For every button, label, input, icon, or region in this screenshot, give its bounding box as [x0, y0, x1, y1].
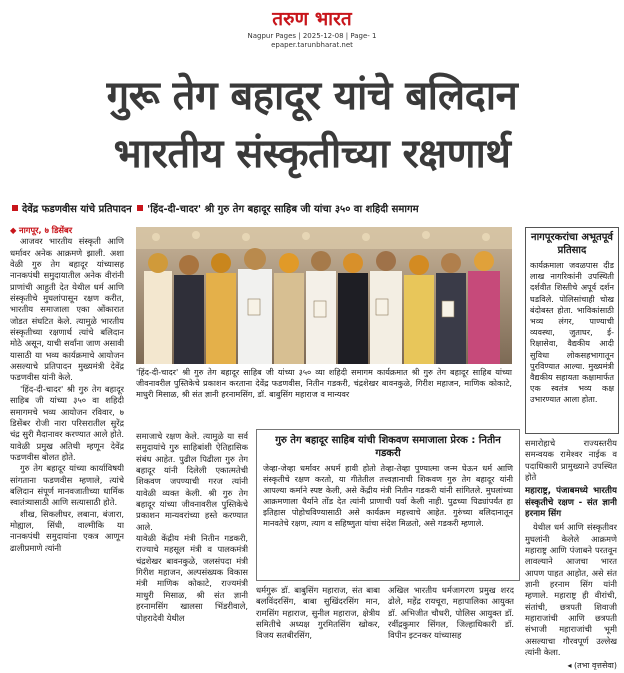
- kicker-right: 'हिंद-दी-चादर' श्री गुरु तेग बहादूर साहिब जी यांचा ३५० वा शहिदी समागम: [147, 204, 419, 215]
- signoff: [525, 660, 617, 670]
- bullet-square-icon: [137, 205, 143, 211]
- story-paragraph: 'हिंद-दी-चादर' श्री गुरु तेग बहादूर साहिब जी यांच्या ३५० वा शहिदी समागमचे भव्य आयोजन रविवार, ७ डिसेंबर रोजी नारा परिसरातील सुरेंद्र चंद्र सुरी मैदानावर करण्यात आले होते. यावेळी प्रमुख अतिथी म्हणून देवेंद्र फडणवीस बोलत होते.: [10, 383, 124, 462]
- event-photo-illustration: [136, 227, 512, 364]
- quote-box-title: गुरु तेग बहादूर साहिब यांची शिकवण समाजाला प्रेरक : नितीन गडकरी: [275, 435, 501, 459]
- story-column-4: अखिल भारतीय धर्मजागरण प्रमुख शरद ढोले, महेंद्र रायचूरा, महापालिका आयुक्त डॉ. अभिजीत चौधरी, पोलिस आयुक्त डॉ. रवींद्रकुमार सिंगल, जिल्हाधिकारी डॉ. विपीन इटनकर यांच्यासह: [388, 585, 514, 641]
- newspaper-logo: तरुण भारत: [272, 8, 352, 30]
- sidebar-box-title: नागपूरकरांचा अभूतपूर्व प्रतिसाद: [531, 232, 613, 256]
- story-column-1: [10, 225, 124, 670]
- story-column-2: समाजाचे रक्षण केले. त्यामुळे या सर्व समुदायांचे गुरु साहिबांशी ऐतिहासिक संबंध आहेत. पुढील पिढीला गुरु तेग बहादूर यांनी दिलेली एकात्मतेची शिकवण जपण्याची गरज त्यांनी यावेळी व्यक्त केली. श्री गुरु तेग बहादूर यांच्या जीवनावरील पुस्तिकेचे प्रकाशन मान्यवरांच्या हस्ते करण्यात आले. यावेळी केंद्रीय मंत्री नितीन गडकरी, राज्याचे महसूल मंत्री व पालकमंत्री चंद्रशेखर बावनकुळे, जलसंपदा मंत्री गिरीश महाजन, अल्पसंख्यक विकास मंत्री माणिक कोकाटे, राज्यमंत्री माधुरी मिसाळ, श्री संत ज्ञानी हरनामसिंग खालसा भिंडरीवाले, पोहरादेवी येथील: [136, 431, 248, 623]
- headline-line-1: गुरू तेग बहादूर यांचे बलिदान: [106, 72, 518, 119]
- signoff-text: (तभा वृत्तसेवा): [574, 661, 617, 670]
- dateline: नागपूर, ७ डिसेंबर: [19, 225, 73, 235]
- dateline-marker-icon: ◆: [10, 225, 17, 235]
- site-url[interactable]: epaper.tarunbharat.net: [271, 41, 353, 49]
- event-photo: [136, 227, 512, 364]
- story-paragraph: शीख, सिकलीघर, लबाना, बंजारा, मोह्याल, सिंधी, वाल्मीकि या नानकपंथी समुदायांना एकत्र आणून ढालीप्रमाणे त्यांनी: [10, 508, 124, 553]
- headline-line-2: भारतीय संस्कृतीच्या रक्षणार्थ: [113, 130, 511, 177]
- story-column-5: [525, 438, 617, 670]
- gadkari-quote-box: [256, 429, 520, 581]
- quote-box-body: जेव्हा-जेव्हा धर्मावर अधर्म हावी होतो तेव्हा-तेव्हा पुण्यात्मा जन्म घेऊन धर्म आणि संस्कृतीचे रक्षण करतो, या गीतेतील तत्त्वज्ञानाची शिकवण गुरु तेग बहादूर यांनी आपल्या कर्माने स्पष्ट केली, असे केंद्रीय मंत्री नितीन गडकरी यांनी सांगितले. मुघलांच्या आक्रमणाला धैर्याने तोंड देत त्यांनी प्राणाची पर्वा केली नाही. पुढच्या पिढ्यांपर्यंत हा इतिहास पोहोचविण्यासाठी असे कार्यक्रम महत्त्वाचे आहेत. गुरुंच्या बलिदानातून मानवतेचे रक्षण, त्याग व सहिष्णुता यांचा संदेश मिळतो, असे गडकरी म्हणाले.: [263, 463, 513, 529]
- story-paragraph: समारोहाचे राज्यस्तरीय समन्वयक रामेश्वर नाईक व पदाधिकारी प्रामुख्याने उपस्थित होते: [525, 438, 617, 483]
- sidebar-box-text: कार्यक्रमाला जवळपास दीड लाख नागरिकांनी उपस्थिती दर्शवीत शिस्तीचे अपूर्व दर्शन घडविले. पोलिसांचाही चोख बंदोबस्त होता. भाविकांसाठी भव्य लंगर, पाण्याची व्यवस्था, जुताघर, ई-रिक्षासेवा, वैद्यकीय आदी सुविधा लोकसहभागातून पुरविण्यात आल्या. मुख्यमंत्री वैद्यकीय सहायता कक्षामार्फत एक स्वतंत्र भव्य कक्ष उभारण्यात आला होता.: [530, 260, 614, 405]
- story-column-3: धर्मगुरू डॉ. बाबुसिंग महाराज, संत बाबा बलविंदरसिंग, बाबा सुखिंदरसिंग मान, रामसिंग महाराज, सुनील महाराज, क्षेत्रीय समितीचे अध्यक्ष गुरमितसिंग खोकर, विजय सतबीरसिंग,: [256, 585, 380, 641]
- story-paragraph: आजवर भारतीय संस्कृती आणि धर्मावर अनेक आक्रमणे झाली. अशा वेळी गुरु तेग बहादूर यांच्यासह नानकपंथी समुदायातील अनेक वीरांनी प्राणांची आहुती देत येथील धर्म आणि संस्कृतीचे मुघलांपासून रक्षण करीत, भारतीय समाजाला एका ओंकारात जोडत संघटित केले. त्यामुळे भारतीय संस्कृतीच्या रक्षणार्थ त्यांचे बलिदान मोठे असून, याची सर्वांना जाण असावी यासाठी या भव्य कार्यक्रमाचे आयोजन असल्याचे प्रतिपादन मुख्यमंत्री देवेंद्र फडणवीस यांनी केले.: [10, 236, 124, 383]
- bullet-square-icon: [12, 205, 18, 211]
- story-paragraph: गुरु तेग बहादूर यांच्या कार्याविषयी सांगताना फडणवीस म्हणाले, त्यांचे बलिदान संपूर्ण मानवजातीच्या धार्मिक स्वातंत्र्यासाठी आणि सत्यासाठी होते.: [10, 463, 124, 508]
- sidebar-box: [525, 227, 619, 434]
- story-paragraph: येथील धर्म आणि संस्कृतीवर मुघलांनी केलेले आक्रमणे महाराष्ट्र आणि पंजाबने परतवून लावल्याने आजचा भारत आपण पाहत आहोत, असे संत ज्ञानी हरनाम सिंग यांनी म्हणाले. महाराष्ट्र ही वीरांची, संतांची, छत्रपती शिवाजी महाराजांची आणि छत्रपती संभाजी महाराजांची भूमी असल्याचा गौरवपूर्ण उल्लेख त्यांनी केला.: [525, 522, 617, 658]
- signoff-arrow-icon: ◂: [567, 661, 572, 670]
- masthead: [0, 0, 624, 62]
- photo-caption: 'हिंद-दी-चादर' श्री गुरु तेग बहादूर साहिब जी यांच्या ३५० व्या शहिदी समागम कार्यक्रमात श्री गुरु तेग बहादूर साहिब यांच्या जीवनावरील पुस्तिकेचे प्रकाशन करताना देवेंद्र फडणवीस, नितीन गडकरी, चंद्रशेखर बावनकुळे, गिरीश महाजन, माणिक कोकाटे, माधुरी मिसाळ, श्री संत ज्ञानी हरनामसिंग, डॉ. बाबुसिंग महाराज व मान्यवर: [136, 367, 512, 399]
- kicker-left: देवेंद्र फडणवीस यांचे प्रतिपादन: [22, 204, 132, 215]
- story-subhead: महाराष्ट्र, पंजाबमध्ये भारतीय संस्कृतीचे रक्षण - संत ज्ञानी हरनाम सिंग: [525, 486, 617, 519]
- edition-line: Nagpur Pages | 2025-12-08 | Page- 1: [247, 32, 377, 40]
- kicker: [10, 202, 614, 218]
